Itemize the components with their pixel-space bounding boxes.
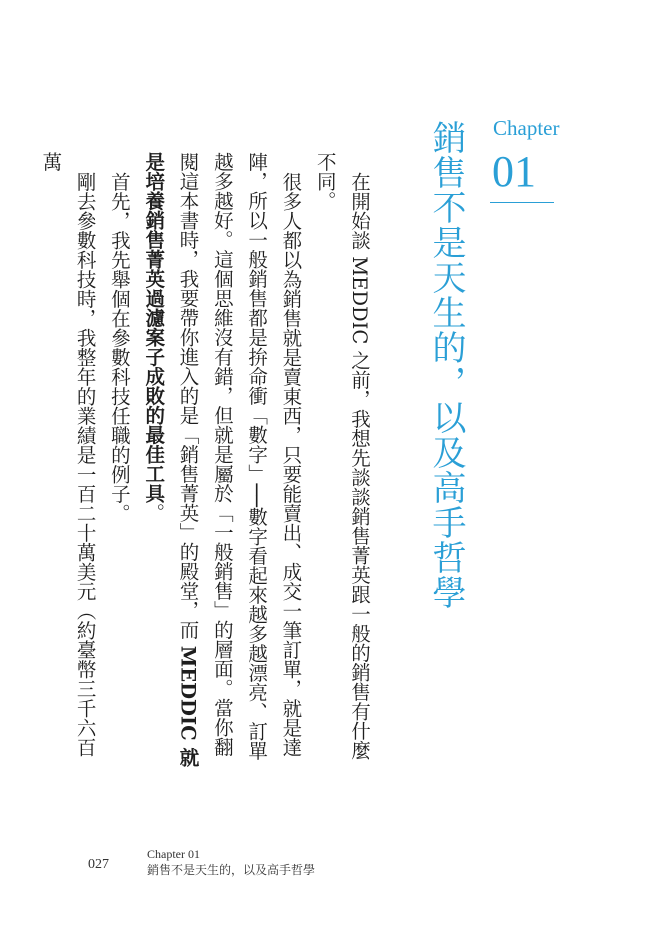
paragraph-4: 剛去參數科技時，我整年的業績是一百二十萬美元（約臺幣三千六百萬: [39, 152, 97, 757]
paragraph-3: 首先，我先舉個在參數科技任職的例子。: [107, 171, 131, 523]
body-text: [39, 152, 376, 772]
footer-chapter: Chapter 01: [147, 847, 200, 861]
paragraph-2-bold: MEDDIC 就是培養銷售菁英過濾案子成敗的最佳工具: [142, 152, 200, 767]
chapter-title: 銷售不是天生的，以及高手哲學: [426, 120, 466, 610]
chapter-rule: [490, 202, 554, 203]
paragraph-2-end: 。: [142, 503, 166, 523]
paragraph-2: [136, 152, 307, 772]
chapter-label: Chapter: [493, 116, 560, 140]
page-number: 027: [88, 857, 109, 872]
chapter-number: 01: [492, 147, 536, 196]
paragraph-2-start: 很多人都以為銷售就是賣東西，只要能賣出、成交一筆訂單，就是達陣，所以一般銷售都是拚命衝「數字」──數字看起來越多越漂亮、訂單越多越好。這個思維沒有錯，但就是屬於「一般銷售」的層面。當你翻閱這本書時，我要帶你進入的是「銷售菁英」的殿堂，而: [176, 152, 303, 761]
paragraph-1: 在開始談 MEDDIC 之前，我想先談談銷售菁英跟一般的銷售有什麼不同。: [313, 152, 371, 760]
footer-title: 銷售不是天生的，以及高手哲學: [147, 863, 316, 877]
